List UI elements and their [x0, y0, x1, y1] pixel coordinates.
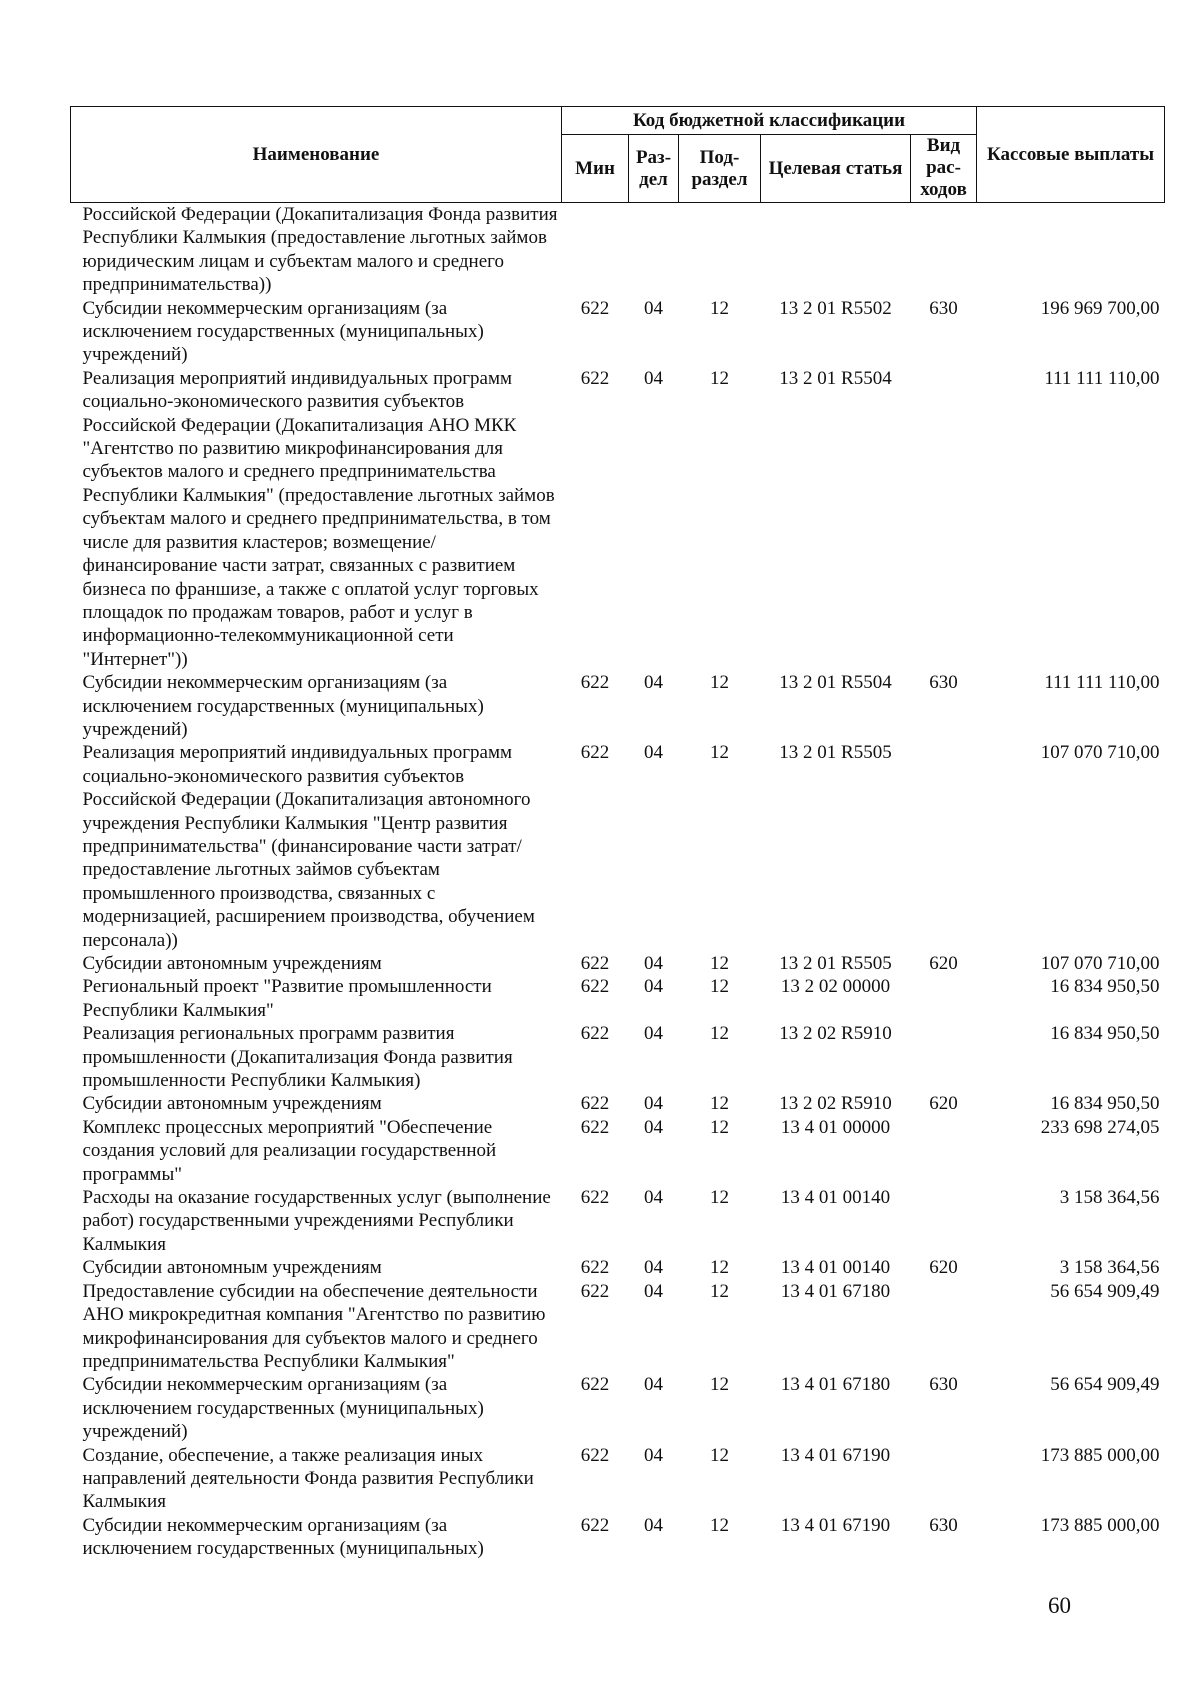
cell-name: Субсидии некоммерческим организациям (за исключением государственных (муниципальных) учреждений): [82, 297, 484, 366]
cell-podrazdel: [679, 203, 761, 297]
cell-min: 622: [580, 1257, 610, 1279]
cell-name: Создание, обеспечение, а также реализация иных направлений деятельности Фонда развития Республики Калмыкия: [82, 1444, 534, 1513]
cell-razdel: 04: [644, 976, 663, 998]
cell-celevaya: 13 2 01 R5502: [779, 297, 892, 319]
cell-vid: [911, 367, 977, 671]
cell-razdel: 04: [644, 1280, 663, 1302]
table-body: [71, 203, 1165, 1561]
cell-celevaya: 13 4 01 67180: [780, 1374, 891, 1396]
cell-min: [562, 203, 629, 297]
cell-sum: 173 885 000,00: [1040, 1514, 1160, 1536]
cell-podrazdel: 12: [710, 1093, 729, 1115]
cell-min: 622: [580, 1374, 610, 1396]
table-row: [71, 1514, 1165, 1561]
table-row: [71, 367, 1165, 671]
cell-min: 622: [580, 1093, 610, 1115]
header-sum: Кассовые выплаты: [977, 107, 1165, 203]
cell-min: 622: [580, 742, 610, 764]
cell-sum: 107 070 710,00: [1040, 953, 1160, 974]
cell-razdel: 04: [644, 1444, 663, 1466]
cell-vid: [911, 1022, 977, 1092]
cell-vid: 620: [929, 1093, 958, 1115]
table-row: [71, 203, 1165, 297]
cell-podrazdel: 12: [710, 953, 729, 974]
header-kbk-group: Код бюджетной классификации: [562, 107, 977, 135]
cell-name: Субсидии некоммерческим организациям (за исключением государственных (муниципальных) учреждений): [82, 672, 484, 740]
cell-sum: 56 654 909,49: [1050, 1374, 1160, 1396]
table-row: [71, 1092, 1165, 1115]
cell-sum: 233 698 274,05: [1040, 1116, 1160, 1138]
cell-min: 622: [580, 1116, 610, 1138]
cell-vid: [911, 1280, 977, 1374]
cell-celevaya: 13 2 02 00000: [780, 976, 891, 998]
cell-podrazdel: 12: [710, 1514, 729, 1536]
cell-sum: 111 111 110,00: [1044, 672, 1160, 694]
cell-min: 622: [580, 1444, 610, 1466]
cell-razdel: 04: [644, 953, 663, 974]
cell-razdel: 04: [644, 1374, 663, 1396]
cell-sum: 16 834 950,50: [1050, 1023, 1160, 1045]
cell-name: Субсидии некоммерческим организациям (за исключением государственных (муниципальных): [82, 1514, 484, 1560]
table-row: [71, 1256, 1165, 1279]
page-number: 60: [1048, 1593, 1071, 1618]
cell-razdel: 04: [644, 367, 663, 389]
cell-name: Расходы на оказание государственных услуг (выполнение работ) государственными учреждениями Республики Калмыкия: [82, 1187, 551, 1255]
cell-celevaya: 13 4 01 67190: [780, 1514, 891, 1536]
cell-min: 622: [580, 1514, 610, 1536]
cell-razdel: 04: [644, 1187, 663, 1209]
cell-min: 622: [580, 976, 610, 998]
cell-podrazdel: 12: [710, 1280, 729, 1302]
cell-celevaya: 13 4 01 00000: [780, 1116, 891, 1138]
budget-table: [70, 106, 1165, 1561]
cell-celevaya: 13 2 02 R5910: [779, 1023, 892, 1045]
cell-min: 622: [580, 1280, 610, 1302]
cell-celevaya: 13 2 01 R5505: [779, 953, 892, 974]
cell-sum: 107 070 710,00: [1040, 742, 1160, 764]
cell-name: Субсидии некоммерческим организациям (за исключением государственных (муниципальных) учреждений): [82, 1374, 484, 1443]
cell-name: Региональный проект "Развитие промышленности Республики Калмыкия": [82, 976, 492, 1021]
header-celevaya: Целевая статья: [761, 135, 911, 203]
cell-vid: 630: [929, 1514, 958, 1536]
cell-sum: 111 111 110,00: [1044, 367, 1160, 389]
cell-razdel: 04: [644, 1023, 663, 1045]
table-row: [71, 1280, 1165, 1374]
cell-podrazdel: 12: [710, 976, 729, 998]
cell-vid: 630: [929, 1374, 958, 1396]
header-vid: Вид рас- ходов: [911, 135, 977, 203]
cell-vid: [911, 1186, 977, 1256]
header-podrazdel: Под- раздел: [679, 135, 761, 203]
cell-vid: [911, 1444, 977, 1514]
cell-name: Российской Федерации (Докапитализация Фонда развития Республики Калмыкия (предоставление льготных займов юридическим лицам и субъектам малого и среднего предпринимательства)): [82, 204, 558, 296]
table-row: [71, 1444, 1165, 1514]
cell-vid: 620: [929, 1257, 958, 1279]
cell-razdel: 04: [644, 297, 663, 319]
cell-podrazdel: 12: [710, 672, 729, 694]
table-row: [71, 1116, 1165, 1186]
cell-podrazdel: 12: [710, 1374, 729, 1396]
cell-name: Субсидии автономным учреждениям: [82, 1093, 382, 1115]
cell-podrazdel: 12: [710, 1257, 729, 1279]
cell-celevaya: 13 2 02 R5910: [779, 1093, 892, 1115]
cell-sum: 196 969 700,00: [1040, 297, 1160, 319]
cell-razdel: 04: [644, 1514, 663, 1536]
table-row: [71, 671, 1165, 741]
table-row: [71, 1373, 1165, 1443]
table-header: [71, 107, 1165, 203]
cell-name: Субсидии автономным учреждениям: [82, 953, 382, 974]
cell-razdel: 04: [644, 1093, 663, 1115]
cell-razdel: 04: [644, 1257, 663, 1279]
cell-name: Реализация региональных программ развития промышленности (Докапитализация Фонда развития промышленности Республики Калмыкия): [82, 1023, 513, 1092]
cell-podrazdel: 12: [710, 742, 729, 764]
cell-celevaya: 13 2 01 R5504: [779, 367, 892, 389]
cell-podrazdel: 12: [710, 367, 729, 389]
header-min: Мин: [562, 135, 629, 203]
cell-name: Реализация мероприятий индивидуальных программ социально-экономического развития субъектов Российской Федерации (Докапитализация АНО МКК "Агентство по развитию микрофинансирования для субъектов малого и среднего предпринимательства Республики Калмыкия" (предоставление льготных займов субъектам малого и среднего предпринимательства, в том числе для развития кластеров; возмещение/финансирование части затрат, связанных с развитием бизнеса по франшизе, а также с оплатой услуг торговых площадок по продажам товаров, работ и услуг в информационно-телекоммуникационной сети "Интернет")): [82, 367, 555, 670]
cell-min: 622: [580, 1187, 610, 1209]
cell-min: 622: [580, 1023, 610, 1045]
cell-name: Реализация мероприятий индивидуальных программ социально-экономического развития субъектов Российской Федерации (Докапитализация автономного учреждения Республики Калмыкия "Центр развития предпринимательства" (финансирование части затрат/предоставление льготных займов субъектам промышленного производства, связанных с модернизацией, расширением производства, обучением персонала)): [82, 742, 535, 951]
cell-celevaya: 13 4 01 00140: [780, 1257, 891, 1279]
cell-celevaya: 13 2 01 R5505: [779, 742, 892, 764]
header-razdel: Раз- дел: [629, 135, 679, 203]
cell-sum: 173 885 000,00: [1040, 1444, 1160, 1466]
cell-vid: [911, 975, 977, 1022]
cell-min: 622: [580, 953, 610, 974]
header-name: Наименование: [71, 107, 562, 203]
cell-name: Предоставление субсидии на обеспечение деятельности АНО микрокредитная компания "Агентство по развитию микрофинансирования для субъектов малого и среднего предпринимательства Республики Калмыкия": [82, 1280, 546, 1372]
cell-podrazdel: 12: [710, 297, 729, 319]
table-row: [71, 297, 1165, 367]
table-row: [71, 1022, 1165, 1092]
cell-name: Субсидии автономным учреждениям: [82, 1257, 382, 1279]
cell-vid: [911, 741, 977, 952]
cell-vid: 630: [929, 297, 958, 319]
cell-celevaya: 13 2 01 R5504: [779, 672, 892, 694]
table-row: [71, 952, 1165, 975]
cell-vid: [911, 203, 977, 297]
cell-celevaya: [761, 203, 911, 297]
table-row: [71, 741, 1165, 952]
cell-celevaya: 13 4 01 67180: [780, 1280, 891, 1302]
cell-podrazdel: 12: [710, 1023, 729, 1045]
cell-min: 622: [580, 367, 610, 389]
cell-sum: [977, 203, 1165, 297]
table-row: [71, 1186, 1165, 1256]
cell-vid: [911, 1116, 977, 1186]
cell-razdel: [629, 203, 679, 297]
cell-min: 622: [580, 672, 610, 694]
cell-podrazdel: 12: [710, 1116, 729, 1138]
cell-name: Комплекс процессных мероприятий "Обеспечение создания условий для реализации государственной программы": [82, 1116, 497, 1185]
cell-vid: 630: [929, 672, 958, 694]
cell-celevaya: 13 4 01 00140: [780, 1187, 891, 1209]
cell-sum: 16 834 950,50: [1050, 976, 1160, 998]
cell-sum: 56 654 909,49: [1050, 1280, 1160, 1302]
cell-podrazdel: 12: [710, 1187, 729, 1209]
budget-table-sheet: [70, 106, 1164, 1561]
cell-razdel: 04: [644, 1116, 663, 1138]
table-row: [71, 975, 1165, 1022]
cell-min: 622: [580, 297, 610, 319]
cell-celevaya: 13 4 01 67190: [780, 1444, 891, 1466]
cell-vid: 620: [929, 953, 958, 974]
cell-podrazdel: 12: [710, 1444, 729, 1466]
cell-sum: 3 158 364,56: [1059, 1187, 1160, 1209]
cell-razdel: 04: [644, 742, 663, 764]
cell-sum: 3 158 364,56: [1059, 1257, 1160, 1279]
cell-sum: 16 834 950,50: [1050, 1093, 1160, 1115]
cell-razdel: 04: [644, 672, 663, 694]
